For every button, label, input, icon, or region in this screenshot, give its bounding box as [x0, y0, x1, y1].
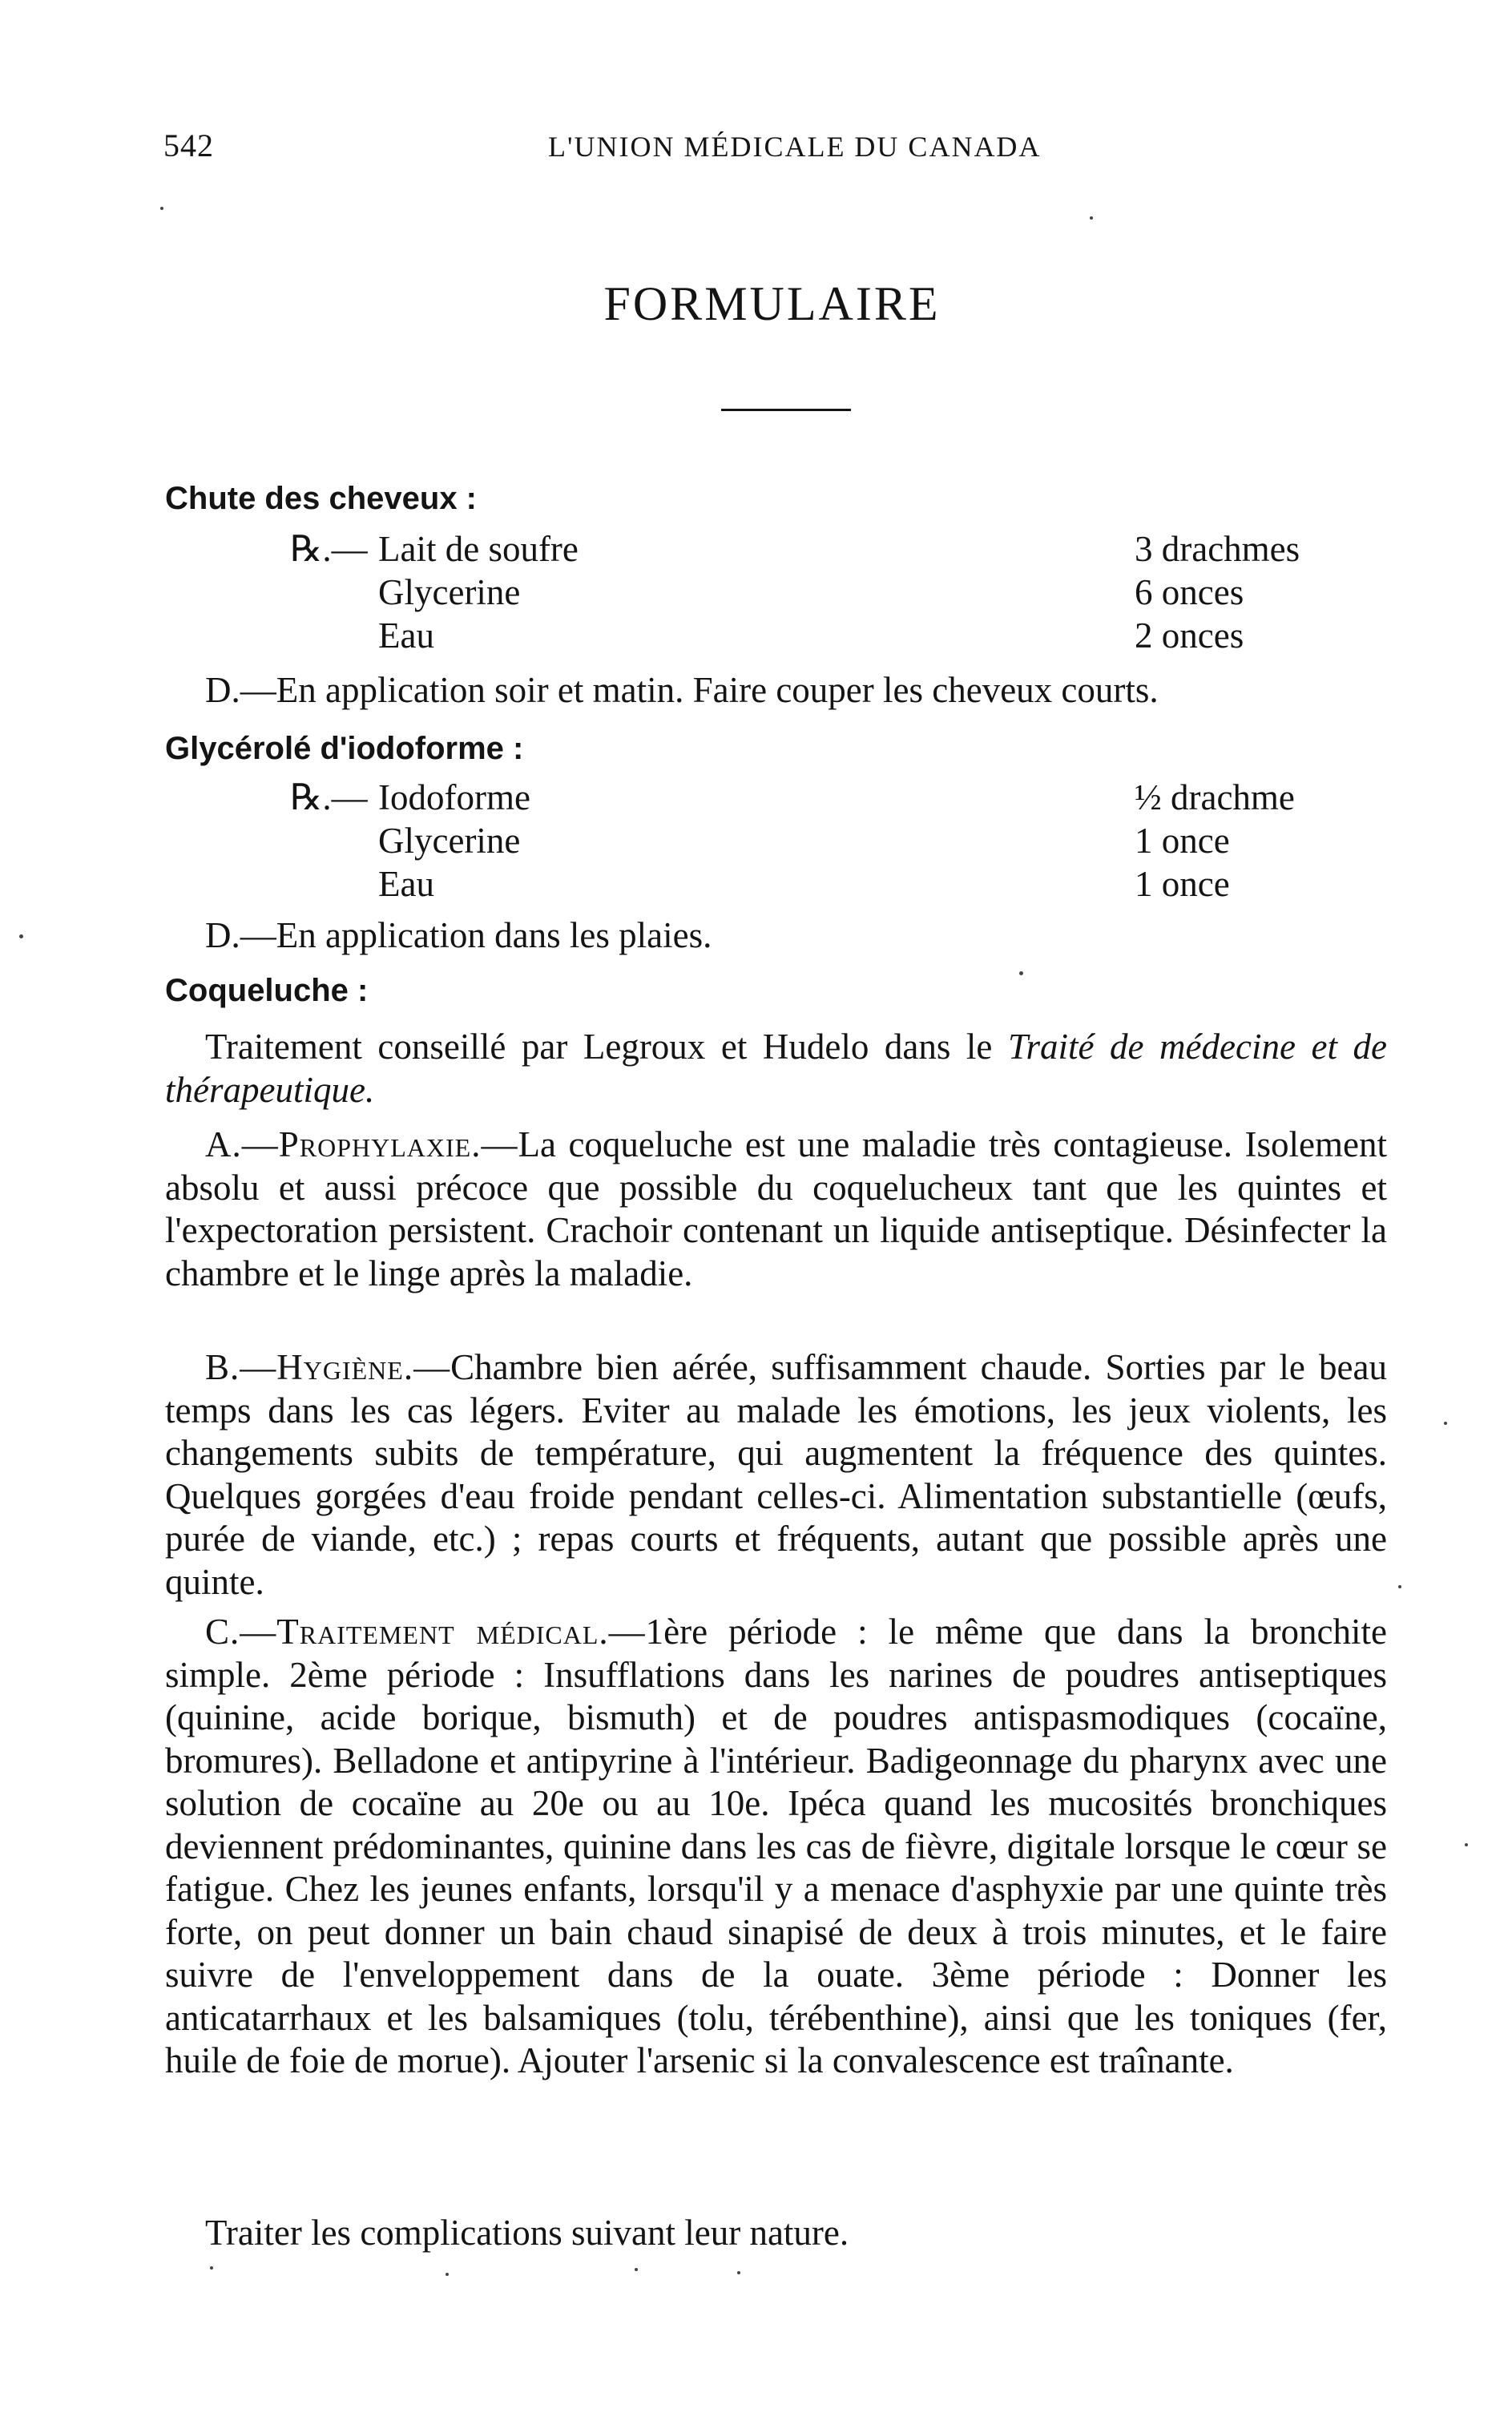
direction-line: D.—En application dans les plaies.: [205, 915, 712, 955]
title-rule: [721, 409, 851, 411]
scan-speck: [635, 2268, 638, 2271]
prescription-row: [290, 527, 1332, 571]
ingredient-quantity: 6 onces: [1125, 571, 1244, 614]
ingredient-quantity: 1 once: [1125, 862, 1230, 906]
prescription-row: [290, 571, 1332, 614]
ingredient-quantity: ½ drachme: [1125, 776, 1295, 819]
ingredient-name: Glycerine: [378, 819, 526, 862]
running-head: L'UNION MÉDICALE DU CANADA: [548, 131, 1042, 163]
rx-symbol: ℞.—: [290, 529, 368, 569]
ingredient-quantity: 3 drachmes: [1125, 527, 1300, 571]
scan-speck: [1090, 216, 1093, 220]
paragraph-hygiene: [165, 1346, 1387, 1604]
scan-speck: [737, 2271, 740, 2274]
scan-speck: [1019, 971, 1023, 975]
closing-text: Traiter les complications suivant leur nature.: [205, 2213, 849, 2253]
page-title: FORMULAIRE: [603, 277, 941, 330]
page-header: [163, 127, 1373, 175]
ingredient-name: Eau: [378, 614, 441, 657]
ingredient-quantity: 2 onces: [1125, 614, 1244, 657]
paragraph-text: 1ère période : le même que dans la bronchite simple. 2ème période : Insufflations dans les narines de poudres antiseptiques (quinine, acide borique, bismuth) et de poudres antispasmodiques (cocaïne, bromures). Belladone et antipyrine à l'intérieur. Badigeonnage du pharynx avec une solution de cocaïne au 20e ou au 10e. Ipéca quand les mucosités bronchiques deviennent prédominantes, quinine dans les cas de fièvre, digitale lorsque le cœur se fatigue. Chez les jeunes enfants, lorsqu'il y a menace d'asphyxie par une quinte très forte, on peut donner un bain chaud sinapisé de deux à trois minutes, et le faire suivre de l'enveloppement dans de la ouate. 3ème période : Donner les anticatarrhaux et les balsamiques (tolu, térébenthine), ainsi que les toniques (fer, huile de foie de morue). Ajouter l'arsenic si la convalescence est traînante.: [165, 1612, 1387, 2080]
section-heading-glycerole: Glycérolé d'iodoforme :: [165, 731, 524, 766]
scan-speck: [1444, 1422, 1447, 1425]
prescription-row: [290, 819, 1332, 862]
paragraph-prophylaxie: [165, 1124, 1387, 1295]
ingredient-name: Iodoforme: [378, 776, 537, 819]
ingredient-name: Glycerine: [378, 571, 526, 614]
prescription-row: [290, 776, 1332, 819]
paragraph-text: La coqueluche est une maladie très contagieuse. Isolement absolu et aussi précoce que possible du coquelucheux tant que les quintes et l'expectoration persistent. Crachoir contenant un liquide antiseptique. Désinfecter la chambre et le linge après la maladie.: [165, 1124, 1387, 1293]
scan-speck: [19, 934, 23, 938]
ingredient-name: Eau: [378, 862, 441, 906]
ingredient-quantity: 1 once: [1125, 819, 1230, 862]
page-number: 542: [163, 127, 214, 163]
paragraph-traitement-medical: [165, 1611, 1387, 2083]
rx-symbol: ℞.—: [290, 777, 368, 817]
paragraph-text: Chambre bien aérée, suffisamment chaude. Sorties par le beau temps dans les cas légers. Eviter au malade les émotions, les jeux violents, les changements subits de température, qui augmentent la fréquence des quintes. Quelques gorgées d'eau froide pendant celles-ci. Alimentation substantielle (œufs, purée de viande, etc.) ; repas courts et fréquents, autant que possible après une quinte.: [165, 1347, 1387, 1602]
paragraph-label: A.—Prophylaxie.—: [205, 1124, 518, 1164]
scan-speck: [1398, 1585, 1401, 1588]
section-heading-chute: Chute des cheveux :: [165, 481, 478, 516]
scan-speck: [446, 2273, 449, 2276]
scan-speck: [210, 2266, 213, 2270]
prescription-row: [290, 614, 1332, 657]
paragraph-label: C.—Traitement médical.—: [205, 1612, 646, 1652]
intro-text: Traitement conseillé par Legroux et Hudelo dans le: [205, 1027, 993, 1067]
scan-speck: [160, 207, 163, 210]
scan-speck: [1465, 1843, 1468, 1846]
paragraph-label: B.—Hygiène.—: [205, 1347, 451, 1387]
section-heading-coqueluche: Coqueluche :: [165, 973, 369, 1008]
intro-paragraph: [165, 1026, 1387, 1112]
closing-paragraph: [165, 2212, 1387, 2255]
intro-book-title: Traité de médecine et de thérapeutique.: [165, 1027, 1387, 1110]
ingredient-name: Lait de soufre: [378, 527, 585, 571]
direction-line: D.—En application soir et matin. Faire couper les cheveux courts.: [205, 670, 1159, 710]
prescription-row: [290, 862, 1332, 906]
